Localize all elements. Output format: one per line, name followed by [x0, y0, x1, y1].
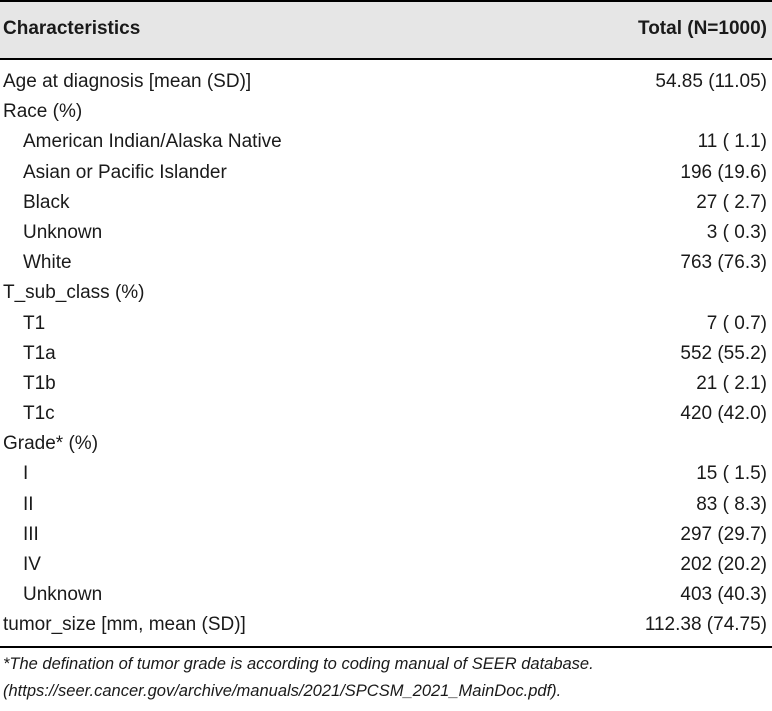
- row-label: Race (%): [3, 101, 83, 123]
- table-subrow: [0, 550, 772, 580]
- row-value: 403 (40.3): [680, 584, 767, 606]
- row-label: Unknown: [23, 584, 103, 606]
- row-value: 196 (19.6): [680, 161, 767, 183]
- row-label: White: [23, 252, 72, 274]
- row-label: III: [23, 523, 39, 545]
- header-characteristics: Characteristics: [3, 18, 141, 39]
- table-subrow: [0, 580, 772, 610]
- table-header: [0, 0, 772, 58]
- table-subrow: [0, 339, 772, 369]
- row-value: 420 (42.0): [680, 403, 767, 425]
- table-row: [0, 429, 772, 459]
- footnote: *The defination of tumor grade is according to coding manual of SEER database.(https://seer.cancer.gov/archive/manuals/2021/SPCSM_2021_MainDoc.pdf).: [3, 655, 594, 700]
- header-rule: [0, 58, 772, 60]
- row-label: Black: [23, 191, 70, 213]
- row-label: American Indian/Alaska Native: [23, 131, 282, 153]
- row-label: tumor_size [mm, mean (SD)]: [3, 614, 246, 636]
- row-label: T1c: [23, 403, 55, 425]
- table-row: [0, 97, 772, 127]
- table-subrow: [0, 459, 772, 489]
- row-value: 83 ( 8.3): [696, 493, 767, 515]
- row-value: 27 ( 2.7): [696, 191, 767, 213]
- table-subrow: [0, 158, 772, 188]
- row-value: 21 ( 2.1): [696, 372, 767, 394]
- table-subrow: [0, 248, 772, 278]
- table-subrow: [0, 188, 772, 218]
- row-label: Asian or Pacific Islander: [23, 161, 227, 183]
- table-subrow: [0, 218, 772, 248]
- row-value: 54.85 (11.05): [655, 71, 767, 92]
- table-row: [0, 610, 772, 640]
- table-subrow: [0, 369, 772, 399]
- row-label: II: [23, 493, 34, 515]
- row-value: 11 ( 1.1): [697, 131, 767, 153]
- table-subrow: [0, 520, 772, 550]
- row-label: IV: [23, 554, 41, 575]
- table-subrow: [0, 490, 772, 520]
- row-value: 112.38 (74.75): [644, 614, 767, 636]
- row-value: 297 (29.7): [680, 523, 767, 545]
- row-label: Grade* (%): [3, 433, 99, 455]
- row-label: T1: [23, 312, 46, 334]
- row-label: Unknown: [23, 221, 103, 243]
- row-value: 552 (55.2): [680, 342, 767, 364]
- bottom-rule: [0, 646, 772, 648]
- row-value: 202 (20.2): [680, 554, 767, 575]
- table-subrow: [0, 127, 772, 157]
- row-value: 763 (76.3): [680, 252, 767, 274]
- row-label: I: [23, 463, 29, 485]
- table-row: [0, 67, 772, 97]
- table-subrow: [0, 309, 772, 339]
- top-rule: [0, 0, 772, 2]
- header-total: Total (N=1000): [638, 18, 767, 39]
- table-row: [0, 278, 772, 308]
- table-body: [0, 67, 772, 641]
- row-label: Age at diagnosis [mean (SD)]: [3, 71, 252, 92]
- row-label: T_sub_class (%): [3, 282, 145, 304]
- row-value: 3 ( 0.3): [706, 221, 767, 243]
- row-value: 15 ( 1.5): [696, 463, 767, 485]
- row-label: T1a: [23, 342, 56, 364]
- row-label: T1b: [23, 372, 56, 394]
- row-value: 7 ( 0.7): [706, 312, 767, 334]
- table-subrow: [0, 399, 772, 429]
